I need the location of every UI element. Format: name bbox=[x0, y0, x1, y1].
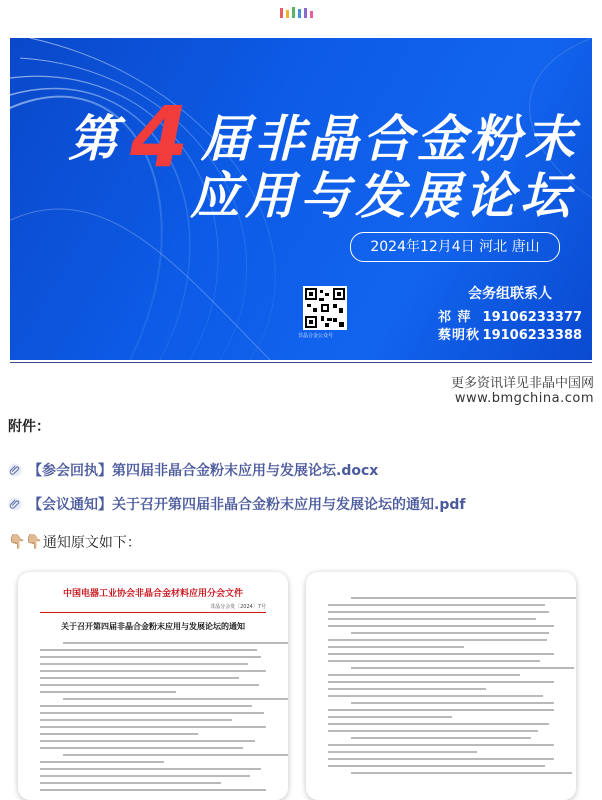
text-line bbox=[328, 681, 554, 683]
text-line bbox=[328, 688, 486, 690]
text-line bbox=[40, 789, 266, 791]
color-dot bbox=[280, 8, 283, 18]
paperclip-icon bbox=[8, 497, 22, 511]
text-line bbox=[63, 698, 288, 700]
text-line bbox=[328, 730, 538, 732]
document-header: 中国电器工业协会非晶合金材料应用分会文件 bbox=[62, 589, 243, 599]
text-line bbox=[328, 765, 545, 767]
text-line bbox=[40, 691, 176, 693]
text-line bbox=[351, 737, 532, 739]
color-dot bbox=[310, 11, 313, 18]
divider bbox=[10, 362, 592, 363]
text-line bbox=[40, 726, 266, 728]
contact-phone: 19106233388 bbox=[482, 328, 583, 343]
text-line bbox=[40, 677, 239, 679]
website-link[interactable]: www.bmgchina.com bbox=[454, 391, 594, 406]
document-page-thumbnail[interactable] bbox=[306, 572, 576, 800]
text-line bbox=[328, 646, 464, 648]
contact-title: 会务组联系人 bbox=[468, 286, 552, 302]
color-dot bbox=[298, 9, 301, 18]
more-info-text: 更多资讯详见非晶中国网 bbox=[450, 376, 594, 391]
text-line bbox=[328, 751, 477, 753]
notice-text: 通知原文如下： bbox=[42, 535, 141, 551]
color-dot bbox=[304, 8, 307, 18]
text-line bbox=[328, 611, 549, 613]
red-rule bbox=[40, 612, 266, 613]
text-line bbox=[63, 754, 288, 756]
text-line bbox=[40, 712, 264, 714]
text-line bbox=[328, 758, 554, 760]
document-number: 非晶分会发〔2024〕7号 bbox=[210, 604, 266, 610]
text-line bbox=[40, 782, 221, 784]
document-title: 关于召开第四届非晶合金粉末应用与发展论坛的通知 bbox=[61, 621, 245, 631]
attachments-heading: 附件： bbox=[8, 419, 50, 435]
text-line bbox=[40, 733, 198, 735]
text-line bbox=[328, 716, 452, 718]
attachment-label: 【会议通知】关于召开第四届非晶合金粉末应用与发展论坛的通知.pdf bbox=[28, 497, 466, 513]
banner-title-line2: 应用与发展论坛 bbox=[190, 167, 575, 225]
text-line bbox=[328, 674, 520, 676]
text-line bbox=[328, 618, 536, 620]
text-line bbox=[351, 702, 554, 704]
color-dot bbox=[292, 7, 295, 18]
attachment-link-docx[interactable] bbox=[8, 460, 378, 480]
text-line bbox=[40, 705, 252, 707]
document-page-thumbnail[interactable] bbox=[18, 572, 288, 800]
attachment-link-pdf[interactable] bbox=[8, 494, 465, 514]
qr-caption: 非晶合金公众号 bbox=[298, 333, 334, 339]
text-line bbox=[351, 632, 550, 634]
document-body-lines bbox=[40, 642, 266, 791]
text-line bbox=[328, 660, 540, 662]
contact-row bbox=[438, 306, 582, 325]
edition-number: 4 bbox=[130, 88, 193, 186]
text-line bbox=[63, 642, 288, 644]
text-line bbox=[40, 649, 257, 651]
text-line bbox=[328, 744, 554, 746]
text-line bbox=[351, 597, 576, 599]
text-line bbox=[40, 740, 255, 742]
top-color-dots bbox=[280, 7, 313, 18]
text-line bbox=[40, 670, 266, 672]
text-line bbox=[40, 761, 164, 763]
color-dot bbox=[286, 10, 289, 18]
text-line bbox=[40, 663, 248, 665]
text-line bbox=[328, 625, 554, 627]
attachment-label: 【参会回执】第四届非晶合金粉末应用与发展论坛.docx bbox=[28, 463, 379, 479]
banner-title-line1: 第4 届非晶合金粉末 bbox=[68, 88, 579, 186]
contact-name: 祁 萍 bbox=[438, 310, 472, 325]
contact-name: 蔡明秋 bbox=[438, 328, 481, 343]
text-line bbox=[40, 719, 232, 721]
notice-line bbox=[8, 532, 141, 552]
text-line bbox=[328, 639, 547, 641]
qr-code bbox=[303, 286, 347, 330]
text-line bbox=[40, 684, 259, 686]
text-line bbox=[328, 709, 554, 711]
text-line bbox=[40, 747, 243, 749]
contact-phone: 19106233377 bbox=[482, 310, 583, 325]
text-line bbox=[328, 723, 549, 725]
pointing-down-icon: 👇🏼👇🏼 bbox=[8, 534, 43, 550]
text-line bbox=[328, 604, 545, 606]
forum-banner bbox=[10, 38, 592, 360]
text-line bbox=[40, 768, 261, 770]
text-line bbox=[328, 695, 543, 697]
text-line bbox=[328, 653, 554, 655]
text-line bbox=[351, 667, 575, 669]
document-body-lines bbox=[328, 597, 554, 774]
text-line bbox=[40, 775, 250, 777]
contact-row bbox=[438, 324, 582, 343]
paperclip-icon bbox=[8, 463, 22, 477]
text-line bbox=[40, 656, 261, 658]
text-line bbox=[351, 772, 572, 774]
date-location-badge: 2024年12月4日 河北 唐山 bbox=[350, 232, 560, 262]
